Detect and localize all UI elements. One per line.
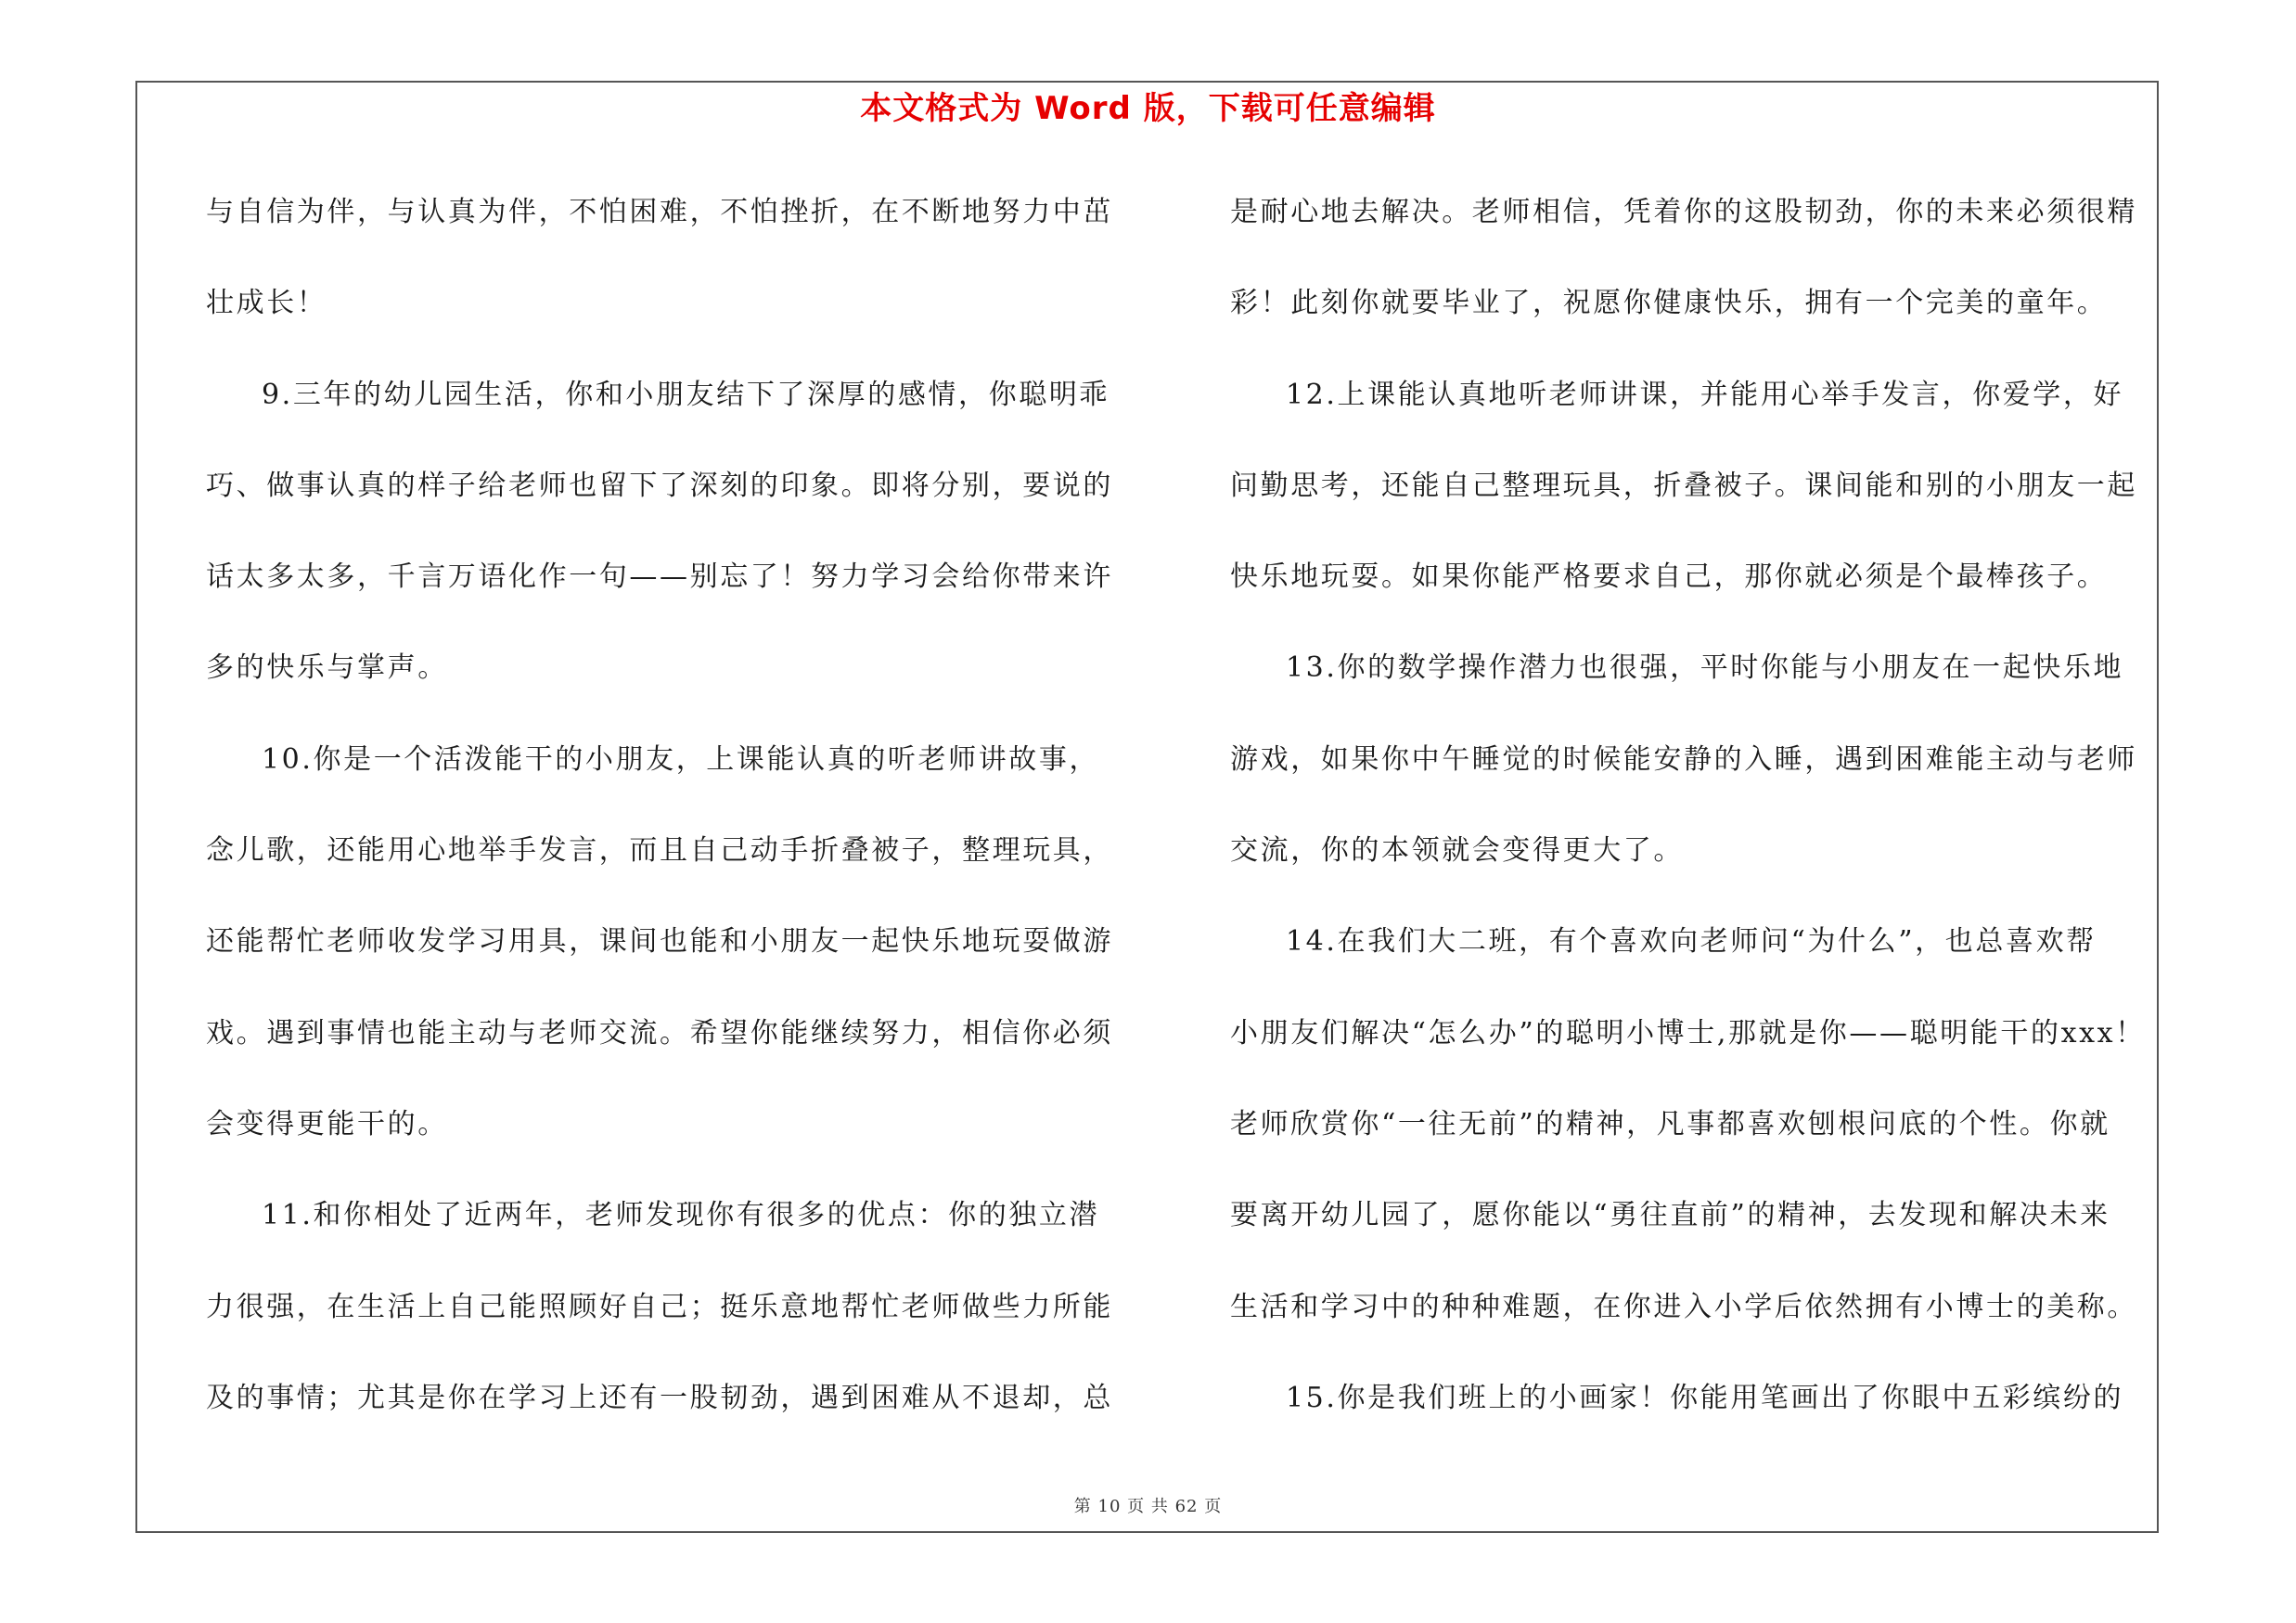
text-line: 小朋友们解决“怎么办”的聪明小博士,那就是你——聪明能干的xxx！ xyxy=(1230,1016,2146,1050)
text-line: 会变得更能干的。 xyxy=(206,1107,448,1140)
page-number: 第 10 页 共 62 页 xyxy=(1073,1497,1223,1516)
text-line: 13.你的数学操作潜力也很强，平时你能与小朋友在一起快乐地 xyxy=(1286,651,2124,685)
text-line: 还能帮忙老师收发学习用具，课间也能和小朋友一起快乐地玩耍做游 xyxy=(206,925,1113,959)
text-line: 交流，你的本领就会变得更大了。 xyxy=(1230,834,1684,868)
text-line: 及的事情；尤其是你在学习上还有一股韧劲，遇到困难从不退却，总 xyxy=(206,1381,1113,1414)
text-line: 11.和你相处了近两年，老师发现你有很多的优点：你的独立潜 xyxy=(262,1199,1100,1232)
left-text-column xyxy=(206,186,1124,1462)
text-line: 是耐心地去解决。老师相信，凭着你的这股韧劲，你的未来必须很精 xyxy=(1230,196,2137,228)
text-line: 与自信为伴，与认真为伴，不怕困难，不怕挫折，在不断地努力中茁 xyxy=(206,196,1113,228)
text-line: 多的快乐与掌声。 xyxy=(206,651,448,685)
text-line: 9.三年的幼儿园生活，你和小朋友结下了深厚的感情，你聪明乖 xyxy=(262,378,1110,411)
text-line: 念儿歌，还能用心地举手发言，而且自己动手折叠被子，整理玩具， xyxy=(206,834,1113,868)
text-line: 力很强，在生活上自己能照顾好自己；挺乐意地帮忙老师做些力所能 xyxy=(206,1290,1113,1323)
text-line: 壮成长！ xyxy=(206,287,327,320)
text-line: 游戏，如果你中午睡觉的时候能安静的入睡，遇到困难能主动与老师 xyxy=(1230,742,2137,776)
text-line: 10.你是一个活泼能干的小朋友，上课能认真的听老师讲故事， xyxy=(262,742,1100,776)
text-line: 老师欣赏你“一往无前”的精神，凡事都喜欢刨根问底的个性。你就 xyxy=(1230,1107,2110,1140)
right-text-column xyxy=(1230,186,2158,1462)
text-line: 彩！此刻你就要毕业了，祝愿你健康快乐，拥有一个完美的童年。 xyxy=(1230,287,2108,320)
text-line: 15.你是我们班上的小画家！你能用笔画出了你眼中五彩缤纷的 xyxy=(1286,1381,2124,1414)
text-line: 问勤思考，还能自己整理玩具，折叠被子。课间能和别的小朋友一起 xyxy=(1230,469,2137,502)
text-line: 14.在我们大二班，有个喜欢向老师问“为什么”，也总喜欢帮 xyxy=(1286,925,2097,959)
text-line: 生活和学习中的种种难题，在你进入小学后依然拥有小博士的美称。 xyxy=(1230,1290,2137,1323)
text-line: 要离开幼儿园了，愿你能以“勇往直前”的精神，去发现和解决未来 xyxy=(1230,1199,2110,1232)
text-line: 话太多太多，千言万语化作一句——别忘了！努力学习会给你带来许 xyxy=(206,560,1113,594)
text-line: 快乐地玩耍。如果你能严格要求自己，那你就必须是个最棒孩子。 xyxy=(1230,560,2108,594)
text-line: 12.上课能认真地听老师讲课，并能用心举手发言，你爱学，好 xyxy=(1286,378,2124,411)
text-line: 巧、做事认真的样子给老师也留下了深刻的印象。即将分别，要说的 xyxy=(206,469,1113,502)
format-banner: 本文格式为 Word 版，下载可任意编辑 xyxy=(860,90,1436,127)
text-line: 戏。遇到事情也能主动与老师交流。希望你能继续努力，相信你必须 xyxy=(206,1016,1113,1050)
